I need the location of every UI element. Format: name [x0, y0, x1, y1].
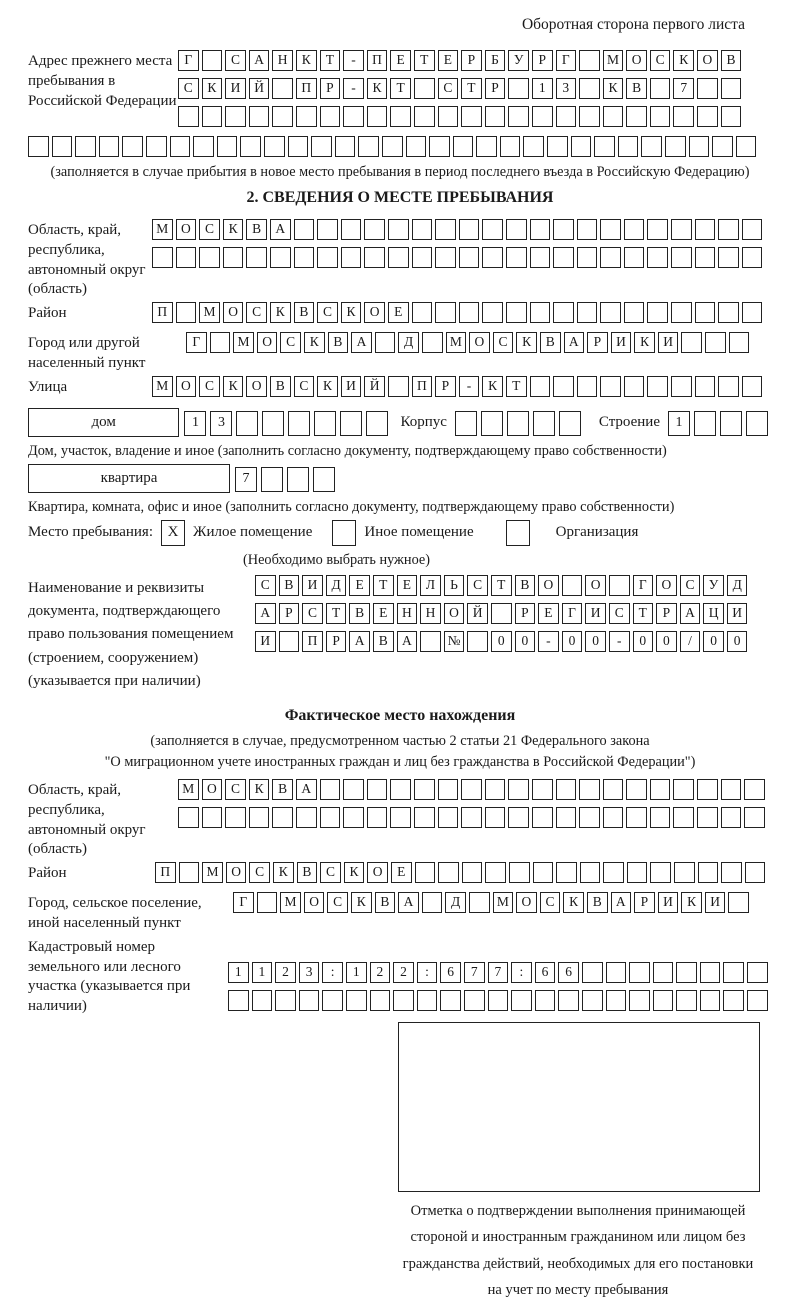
kadastr-label: Кадастровый номер земельного или лесного участка (указывается при наличии): [28, 938, 191, 1015]
mesto-option-organizatsiya-label: Организация: [555, 524, 639, 541]
fact-gorod-label: Город, сельское поселение, иной населенный пункт: [28, 895, 202, 932]
korpus-label: Корпус: [400, 413, 447, 430]
fact-raion-label: Район: [28, 865, 67, 882]
fact-gorod-group: [28, 892, 772, 934]
mesto-label: Место пребывания:: [28, 524, 153, 541]
korpus-row: [455, 411, 585, 433]
fact-oblast-row-1: М О С К В А: [178, 779, 772, 801]
stamp-caption-line-2: стороной и иностранным гражданином или лицом без: [410, 1229, 746, 1246]
stroenie-label: Строение: [598, 413, 660, 430]
fact-heading: Фактическое место нахождения: [284, 707, 516, 725]
dom-note: Дом, участок, владение и иное (заполнить согласно документу, подтверждающему право собственности): [28, 442, 667, 459]
fact-note-2: "О миграционном учете иностранных граждан и лиц без гражданства в Российской Федерации"): [104, 754, 696, 771]
fact-kadastr-group: [28, 936, 772, 1018]
prev-address-row-1: Г С А Н К Т - П Е Т Е Р Б У Р Г М О С К О В: [178, 50, 772, 72]
s2-gorod-label: Город или другой населенный пункт: [28, 335, 146, 371]
s2-ulitsa-row: М О С К О В С К И Й П Р - К Т: [152, 376, 772, 398]
stamp-caption: [368, 1198, 788, 1303]
prev-address-row-full: [28, 136, 772, 158]
s2-ulitsa-label: Улица: [28, 378, 68, 395]
s2-gorod-group: [28, 332, 772, 374]
prev-address-label: Адрес прежнего места пребывания в Российской Федерации: [28, 53, 177, 109]
prev-address-note: (заполняется в случае прибытия в новое место пребывания в период последнего въезда в Российскую Федерацию): [50, 164, 750, 180]
header-note: Оборотная сторона первого листа: [521, 16, 745, 33]
stroenie-row: 1: [668, 411, 772, 433]
s2-ulitsa-group: [28, 376, 772, 404]
stamp-caption-line-3: гражданства действий, необходимых для его постановки: [402, 1255, 754, 1272]
s2-oblast-row-2: [152, 247, 772, 269]
prev-address-row-2: С К И Й П Р - К Т С Т Р 1 3 К В 7: [178, 78, 772, 100]
mesto-row: [28, 520, 772, 546]
fact-raion-row: П М О С К В С К О Е: [155, 862, 772, 884]
document-label: Наименование и реквизиты документа, подтверждающего право пользования помещением (строением, сооружением) (указывается при наличии): [28, 579, 234, 689]
dom-number-row: 1 3: [184, 411, 392, 433]
s2-oblast-label: Область, край, республика, автономный округ (область): [28, 222, 146, 298]
prev-address-group: [28, 50, 772, 134]
fact-oblast-row-2: [178, 807, 772, 829]
prev-address-row-3: [178, 106, 772, 128]
document-row-2: А Р С Т В Е Н Н О Й Р Е Г И С Т Р А Ц И: [255, 603, 772, 625]
s2-raion-row: П М О С К В С К О Е: [152, 302, 772, 324]
fact-gorod-row: Г М О С К В А Д М О С К В А Р И К И: [233, 892, 772, 914]
kvartira-number-row: 7: [235, 467, 339, 489]
s2-raion-label: Район: [28, 305, 67, 322]
mesto-note: (Необходимо выбрать нужное): [243, 551, 431, 568]
kvartira-label-box: квартира: [28, 464, 230, 493]
kvartira-note: Квартира, комната, офис и иное (заполнить согласно документу, подтверждающему право собственности): [28, 498, 675, 515]
mesto-checkbox-zhiloe: X: [161, 520, 185, 546]
document-group: [28, 575, 772, 693]
fact-note-1: (заполняется в случае, предусмотренном частью 2 статьи 21 Федерального закона: [150, 733, 650, 750]
document-row-1: С В И Д Е Т Е Л Ь С Т В О О Г О С У Д: [255, 575, 772, 597]
fact-oblast-label: Область, край, республика, автономный округ (область): [28, 782, 146, 858]
document-row-3: И П Р А В А № 0 0 - 0 0 - 0 0 / 0 0: [255, 631, 772, 653]
section2-heading: 2. СВЕДЕНИЯ О МЕСТЕ ПРЕБЫВАНИЯ: [246, 189, 554, 206]
stamp-caption-line-1: Отметка о подтверждении выполнения принимающей: [410, 1202, 746, 1219]
kadastr-row-1: 1 1 2 3 : 1 2 2 : 6 7 7 : 6 6: [228, 962, 772, 984]
s2-oblast-group: [28, 219, 772, 300]
kvartira-row: [28, 464, 772, 493]
mesto-checkbox-inoe: [332, 520, 356, 546]
mesto-option-inoe-label: Иное помещение: [364, 524, 474, 541]
s2-oblast-row-1: М О С К В А: [152, 219, 772, 241]
kadastr-row-2: [228, 990, 772, 1012]
s2-raion-group: [28, 302, 772, 330]
stamp-caption-line-4: на учет по месту пребывания: [487, 1281, 669, 1298]
dom-row: [28, 408, 772, 437]
fact-oblast-group: [28, 779, 772, 860]
mesto-option-zhiloe-label: Жилое помещение: [193, 524, 313, 541]
stamp-box: [398, 1022, 760, 1192]
dom-label-box: дом: [28, 408, 179, 437]
s2-gorod-row: Г М О С К В А Д М О С К В А Р И К И: [186, 332, 772, 354]
fact-raion-group: [28, 862, 772, 890]
mesto-checkbox-organizatsiya: [506, 520, 530, 546]
